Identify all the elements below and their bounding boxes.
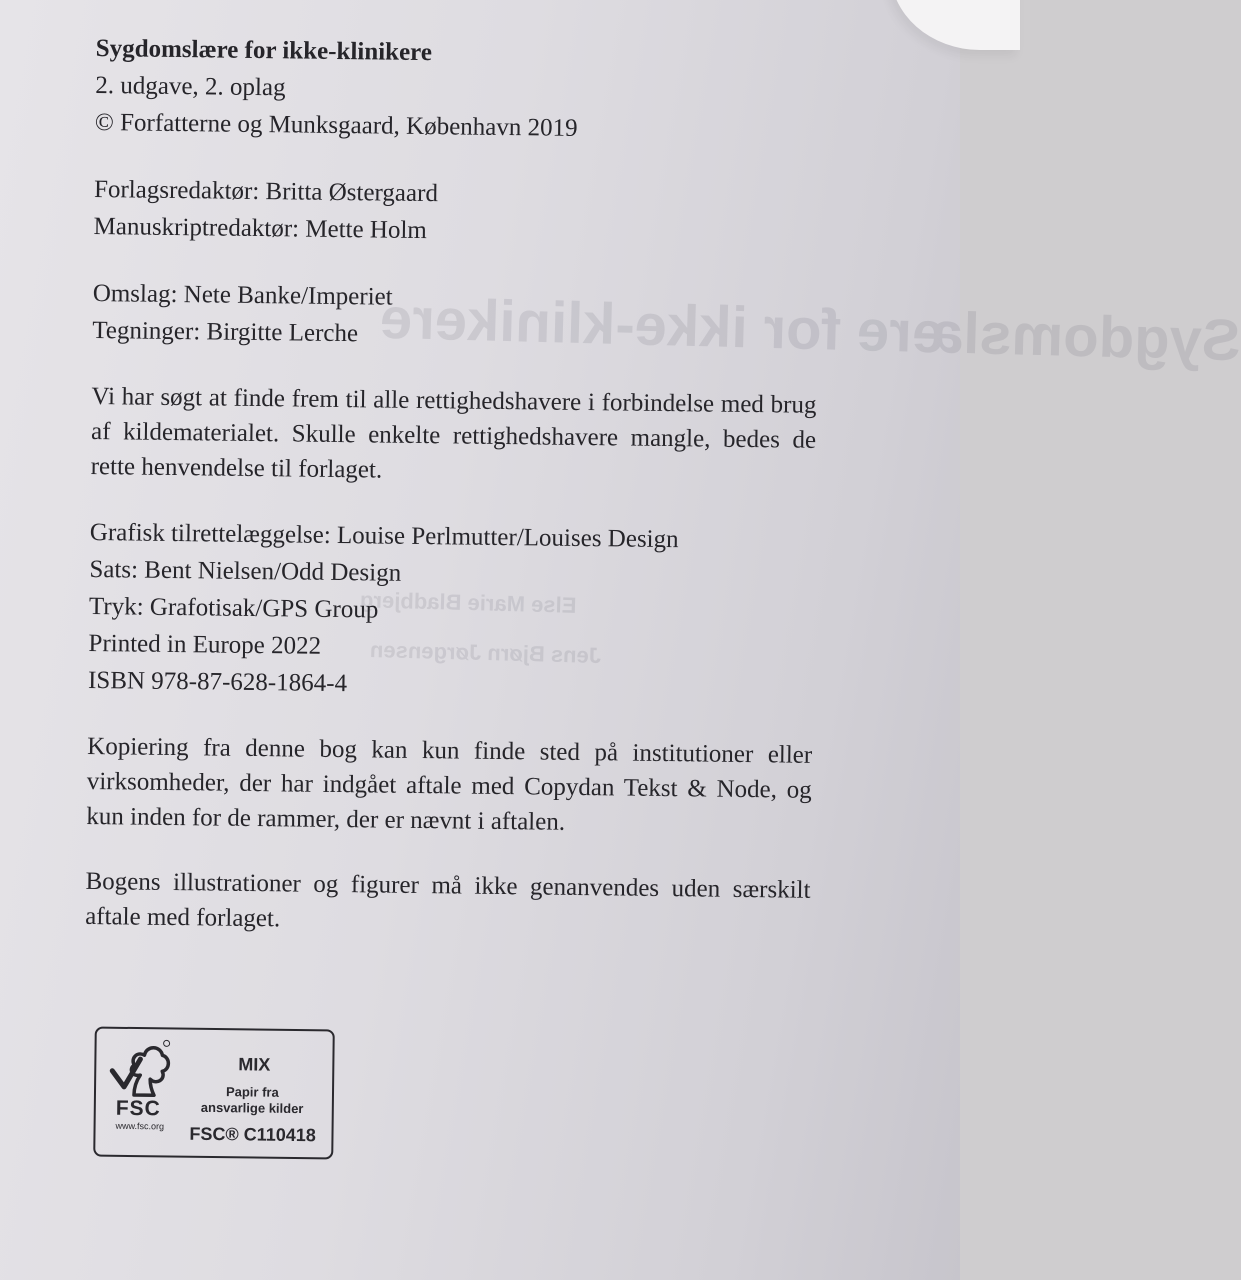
page-corner-fold: [890, 0, 1020, 50]
design-credits-block: [92, 275, 833, 358]
fsc-logo-text: FSC: [115, 1096, 161, 1121]
production-line: Sats: Bent Nielsen/Odd Design: [89, 555, 402, 587]
show-through-author-1: Else Marie Bladbjerg: [359, 587, 577, 618]
show-through-author-2: Jens Bjørn Jørgensen: [369, 636, 602, 669]
illustration-notice-block: [85, 864, 826, 943]
colophon-text: [85, 30, 836, 943]
editors-block: [93, 171, 834, 254]
fsc-source-line-1: Papir fra: [225, 1084, 279, 1100]
copyright-line: © Forfatterne og Munksgaard, København 2019: [94, 108, 578, 142]
production-line: Grafisk tilrettelæggelse: Louise Perlmutter/Louises Design: [89, 518, 679, 554]
copy-notice: Kopiering fra denne bog kan kun finde sted på institutioner eller virksomheder, der har indgået aftale med Copydan Tekst & Node, og kun inden for de rammer, der er nævnt i aftalen.: [86, 732, 813, 836]
credit-line: Tegninger: Birgitte Lerche: [92, 316, 359, 348]
show-through-title: Sygdomslære for ikke-klinikere: [379, 285, 1241, 374]
fsc-url: www.fsc.org: [115, 1120, 165, 1132]
copy-notice-block: [86, 729, 827, 843]
fsc-mix: MIX: [238, 1054, 271, 1075]
fsc-source-line-2: ansvarlige kilder: [200, 1099, 304, 1117]
production-line: Tryk: Grafotisak/GPS Group: [88, 592, 379, 624]
editor-line: Forlagsredaktør: Britta Østergaard: [93, 175, 439, 208]
fsc-license-code: FSC® C110418: [189, 1123, 316, 1146]
book-title: Sygdomslære for ikke-klinikere: [95, 34, 433, 67]
production-block: [88, 514, 830, 708]
isbn-line: ISBN 978-87-628-1864-4: [87, 666, 348, 698]
fsc-label-box: [93, 1027, 335, 1160]
illustration-notice: Bogens illustrationer og figurer må ikke genanvendes uden særskilt aftale med forlaget.: [85, 867, 811, 933]
production-line: Printed in Europe 2022: [88, 629, 322, 660]
rights-notice: Vi har søgt at finde frem til alle rettighedshavere i forbindelse med brug af kildematerialet. Skulle enkelte rettighedshavere mangle, bedes de rette henvendelse til forlaget.: [90, 382, 817, 484]
editor-line: Manuskriptredaktør: Mette Holm: [93, 212, 428, 245]
credit-line: Omslag: Nete Banke/Imperiet: [92, 279, 393, 311]
fsc-tree-check-icon: [106, 1037, 171, 1104]
rights-notice-block: [90, 379, 831, 493]
edition-line: 2. udgave, 2. oplag: [95, 71, 286, 102]
